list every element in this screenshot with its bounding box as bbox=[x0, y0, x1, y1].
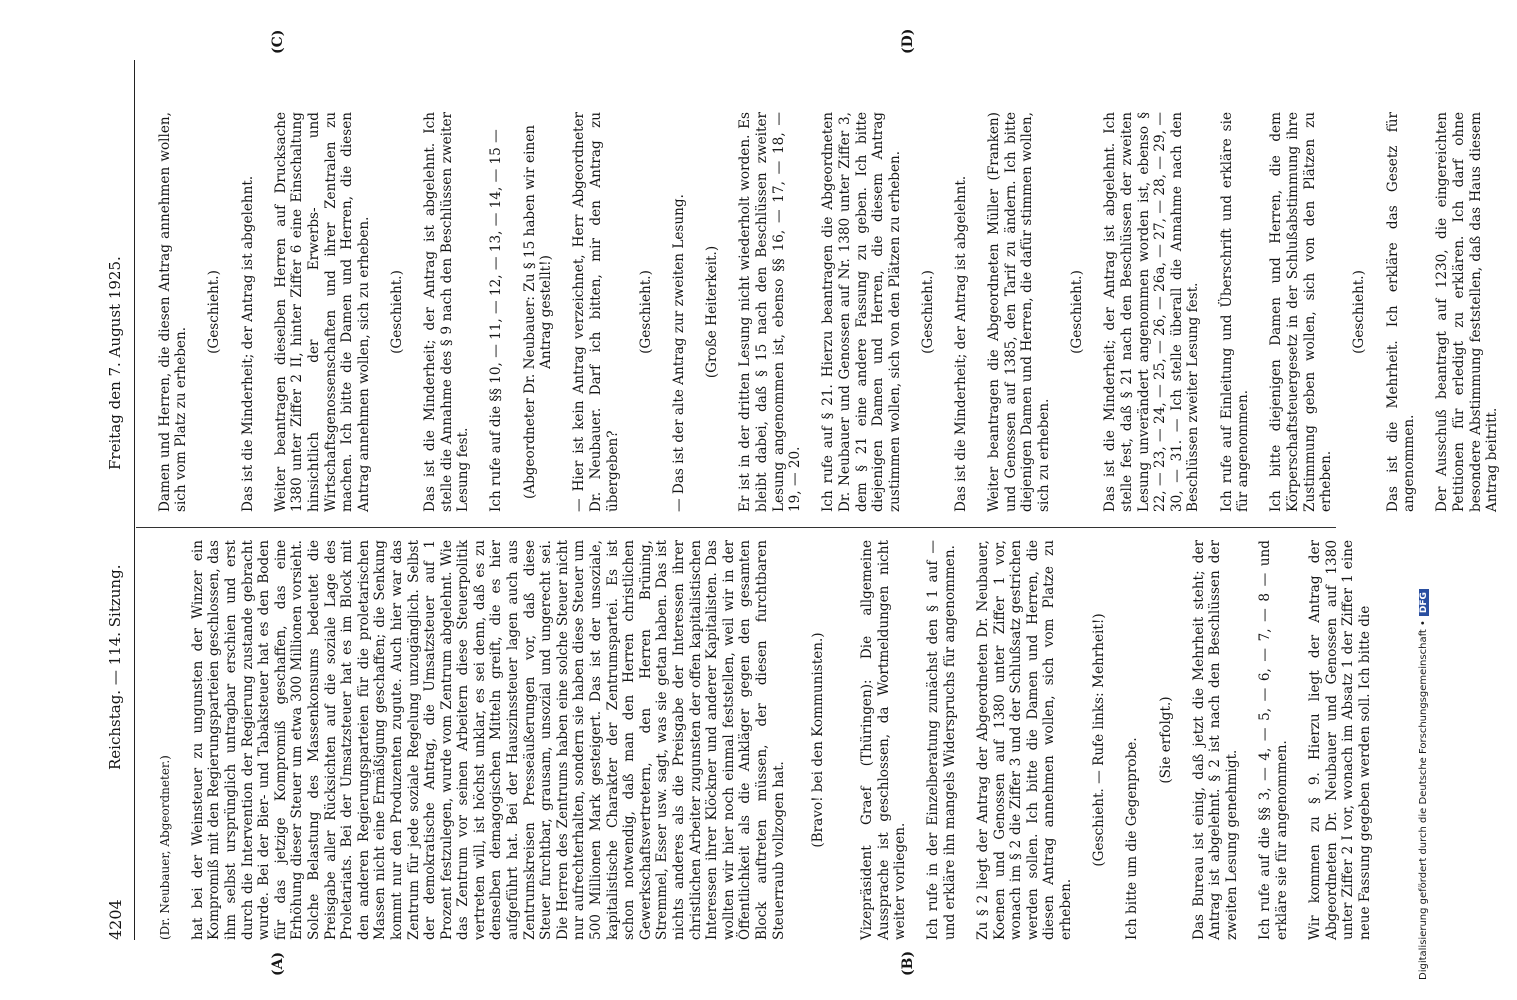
paragraph: Ich rufe auf Einleitung und Überschrift und erkläre sie für angenommen. bbox=[1218, 112, 1252, 512]
paragraph: — Das ist der alte Antrag zur zweiten Lesung. bbox=[671, 194, 687, 512]
paragraph: Ich rufe auf die §§ 3, — 4, — 5, — 6, — 7, — 8 — und erkläre sie für angenommen. bbox=[1257, 540, 1290, 940]
paragraph: Das ist die Minderheit; der Antrag ist abgelehnt. bbox=[239, 175, 256, 512]
paragraph: Das ist die Minderheit; der Antrag ist abgelehnt. Ich stelle fest, daß § 21 nach den Beschlüssen der zweiten Lesung unverändert angenommen worden ist, ebenso § 22, — 23, — 24, — 25, — 26, — 26a, — 27, — 28, — 29, — 30, — 31. — Ich stelle überall die Annahme nach den Beschlüssen zweiter Lesung fest. bbox=[1102, 112, 1202, 512]
paragraph: — Hier ist kein Antrag verzeichnet, Herr Abgeordneter Dr. Neubauer. Darf ich bitten, mir den Antrag zu übergeben? bbox=[571, 112, 621, 512]
right-column bbox=[140, 112, 1517, 512]
page-header bbox=[100, 60, 136, 940]
interjection: (Abgeordneter Dr. Neubauer: Zu § 15 haben wir einen Antrag gestellt!) bbox=[521, 125, 555, 500]
column-divider bbox=[136, 527, 1336, 528]
paragraph: Ich rufe auf die §§ 10, — 11, — 12, — 13, — 14, — 15 — bbox=[488, 129, 505, 512]
speaker-line: (Dr. Neubauer, Abgeordneter.) bbox=[157, 755, 172, 940]
paragraph: hat bei der Weinsteuer zu ungunsten der Winzer ein Kompromiß mit den Regierungsparteien geschlossen, das ihm selbst ursprünglich untragbar erschien und erst durch die Intervention der Regierung zustande gebracht wurde. Bei der Bier- und Tabaksteuer hat es den Boden für das jetzige Kompromiß geschaffen, das eine Erhöhung dieser Steuer um etwa 300 Millionen vorsieht. Solche Belastung des Massenkonsums bedeutet die Preisgabe aller Rücksichten auf die soziale Lage des Proletariats. Bei der Umsatzsteuer hat es im Block mit den anderen Regierungsparteien für die proletarischen Massen nicht eine Ermäßigung geschaffen; die Senkung kommt nur den Produzenten zugute. Auch hier war das Zentrum für jede soziale Regelung unzugänglich. Selbst der demokratische Antrag, die Umsatzsteuer auf 1 Prozent festzulegen, wurde vom Zentrum abgelehnt. Wie das Zentrum vor seinen Arbeitern diese Steuerpolitik vertreten will, ist höchst unklar, es sei denn, daß es zu denselben demagogischen Mitteln greift, die es hier aufgeführt hat. Bei der Hauszinssteuer lagen auch aus Zentrumskreisen Presseäußerungen vor, daß diese Steuer furchtbar, grausam, unsozial und ungerecht sei. Die Herren des Zentrums haben eine solche Steuer nicht nur aufrechterhalten, sondern sie haben diese Steuer um 500 Millionen Mark gesteigert. Das ist der unsoziale, kapitalistische Charakter der Zentrumspartei. Es ist schon notwendig, daß man den Herren christlichen Gewerkschaftsvertretern, den Herren Brüning, Stremmel, Esser usw. sagt, was sie getan haben. Das ist nichts anderes als die Preisgabe der Interessen ihrer christlichen Arbeiter zugunsten der offen kapitalistischen Interessen ihrer Klöckner und anderer Kapitalisten. Das wollten wir hier noch einmal feststellen, weil wir in der Öffentlichkeit als die Ankläger gegen den gesamten Block auftreten müssen, der diesen furchtbaren Steuerraub vollzogen hat. bbox=[189, 540, 787, 940]
paragraph: Ich bitte diejenigen Damen und Herren, die dem Körperschaftsteuergesetz in der Schlußabstimmung ihre Zustimmung geben wollen, sich von den Plätzen zu erheben. bbox=[1268, 112, 1335, 512]
paragraph: Damen und Herren, die diesen Antrag annehmen wollen, sich vom Platz zu erheben. bbox=[156, 112, 190, 512]
paragraph: Das ist die Minderheit; der Antrag ist abgelehnt. Ich stelle die Annahme des § 9 nach den Beschlüssen zweiter Lesung fest. bbox=[422, 112, 472, 512]
header-rule bbox=[134, 60, 135, 940]
margin-mark-a: (A) bbox=[270, 951, 286, 976]
interjection: (Geschieht.) bbox=[206, 270, 223, 354]
interjection: (Geschieht.) bbox=[919, 270, 936, 354]
interjection: (Sie erfolgt.) bbox=[1157, 696, 1174, 784]
interjection: (Geschieht.) bbox=[1351, 270, 1368, 354]
paragraph: Weiter beantragen dieselben Herren auf Drucksache 1380 unter Ziffer 2 II, hinter Ziffer 6 eine Einschaltung hinsichtlich der Erwerbs- und Wirtschaftsgenossenschaften und ihrer Zentralen zu machen. Ich bitte die Damen und Herren, die diesen Antrag annehmen wollen, sich zu erheben. bbox=[272, 112, 372, 512]
paragraph: Ich bitte um die Gegenprobe. bbox=[1124, 737, 1141, 940]
page-number: 4204 bbox=[106, 899, 125, 940]
margin-mark-c: (C) bbox=[270, 29, 286, 54]
paragraph: Das Bureau ist einig, daß jetzt die Mehrheit steht; der Antrag ist abgelehnt. § 2 ist nach den Beschlüssen der zweiten Lesung genehmigt. bbox=[1190, 540, 1240, 940]
paragraph: Wir kommen zu § 9. Hierzu liegt der Antrag der Abgeordneten Dr. Neubauer und Genossen auf 1380 unter Ziffer 2 I vor, wonach im Absatz 1 der Ziffer 1 eine neue Fassung gegeben werden soll. Ich bitte die bbox=[1306, 540, 1373, 940]
funding-note bbox=[1418, 20, 1429, 980]
interjection: (Große Heiterkeit.) bbox=[704, 245, 721, 379]
paragraph: Weiter beantragen die Abgeordneten Müller (Franken) und Genossen auf 1385, den Tarif zu ändern. Ich bitte diejenigen Damen und Herren, die dafür stimmen wollen, sich zu erheben. bbox=[986, 112, 1053, 512]
paragraph: Vizepräsident Graef (Thüringen): Die allgemeine Aussprache ist geschlossen, da Wortmeldungen nicht weiter vorliegen. bbox=[858, 540, 909, 940]
interjection: (Bravo! bei den Kommunisten.) bbox=[809, 632, 826, 848]
margin-mark-b: (B) bbox=[900, 950, 916, 976]
interjection: (Geschieht.) bbox=[637, 270, 654, 354]
interjection: (Geschieht.) bbox=[388, 270, 405, 354]
paragraph: Ich rufe auf § 21. Hierzu beantragen die Abgeordneten Dr. Neubauer und Genossen auf Nr. 1380 unter Ziffer 3, dem § 21 eine andere Fassung zu geben. Ich bitte diejenigen Damen und Herren, die diesem Antrag zustimmen wollen, sich von den Plätzen zu erheben. bbox=[820, 112, 903, 512]
paragraph: Zu § 2 liegt der Antrag der Abgeordneten Dr. Neubauer, Koenen und Genossen auf 1380 unter Ziffer 1 vor, wonach im § 2 die Ziffer 3 und der Schlußsatz gestrichen werden sollen. Ich bitte die Damen und Herren, die diesen Antrag annehmen wollen, sich vom Platze zu erheben. bbox=[975, 540, 1075, 940]
interjection: (Geschieht.) bbox=[1069, 270, 1086, 354]
dfg-logo: DFG bbox=[1419, 589, 1429, 616]
paragraph: Ich rufe in der Einzelberatung zunächst den § 1 auf — und erkläre ihn mangels Widerspruchs für angenommen. bbox=[925, 540, 958, 940]
interjection: (Geschieht. — Rufe links: Mehrheit!) bbox=[1091, 613, 1108, 867]
session-title: Reichstag. — 114. Sitzung. bbox=[106, 564, 124, 770]
session-date: Freitag den 7. August 1925. bbox=[106, 256, 124, 470]
margin-mark-d: (D) bbox=[900, 28, 916, 54]
paragraph: Der Ausschuß beantragt auf 1230, die eingereichten Petitionen für erledigt zu erklären. Ich darf ohne besondere Abstimmung feststellen, daß das Haus diesem Antrag beitritt. bbox=[1434, 112, 1501, 512]
paragraph: Er ist in der dritten Lesung nicht wiederholt worden. Es bleibt dabei, daß § 15 nach den Beschlüssen zweiter Lesung angenommen ist, ebenso §§ 16, — 17, — 18, — 19, — 20. bbox=[737, 112, 804, 512]
funding-text: Digitalisierung gefördert durch die Deutsche Forschungsgemeinschaft • bbox=[1418, 620, 1429, 980]
paragraph: Das ist die Minderheit; der Antrag ist abgelehnt. bbox=[953, 175, 970, 512]
left-column bbox=[140, 540, 1390, 940]
paragraph: Das ist die Mehrheit. Ich erkläre das Gesetz für angenommen. bbox=[1384, 112, 1418, 512]
